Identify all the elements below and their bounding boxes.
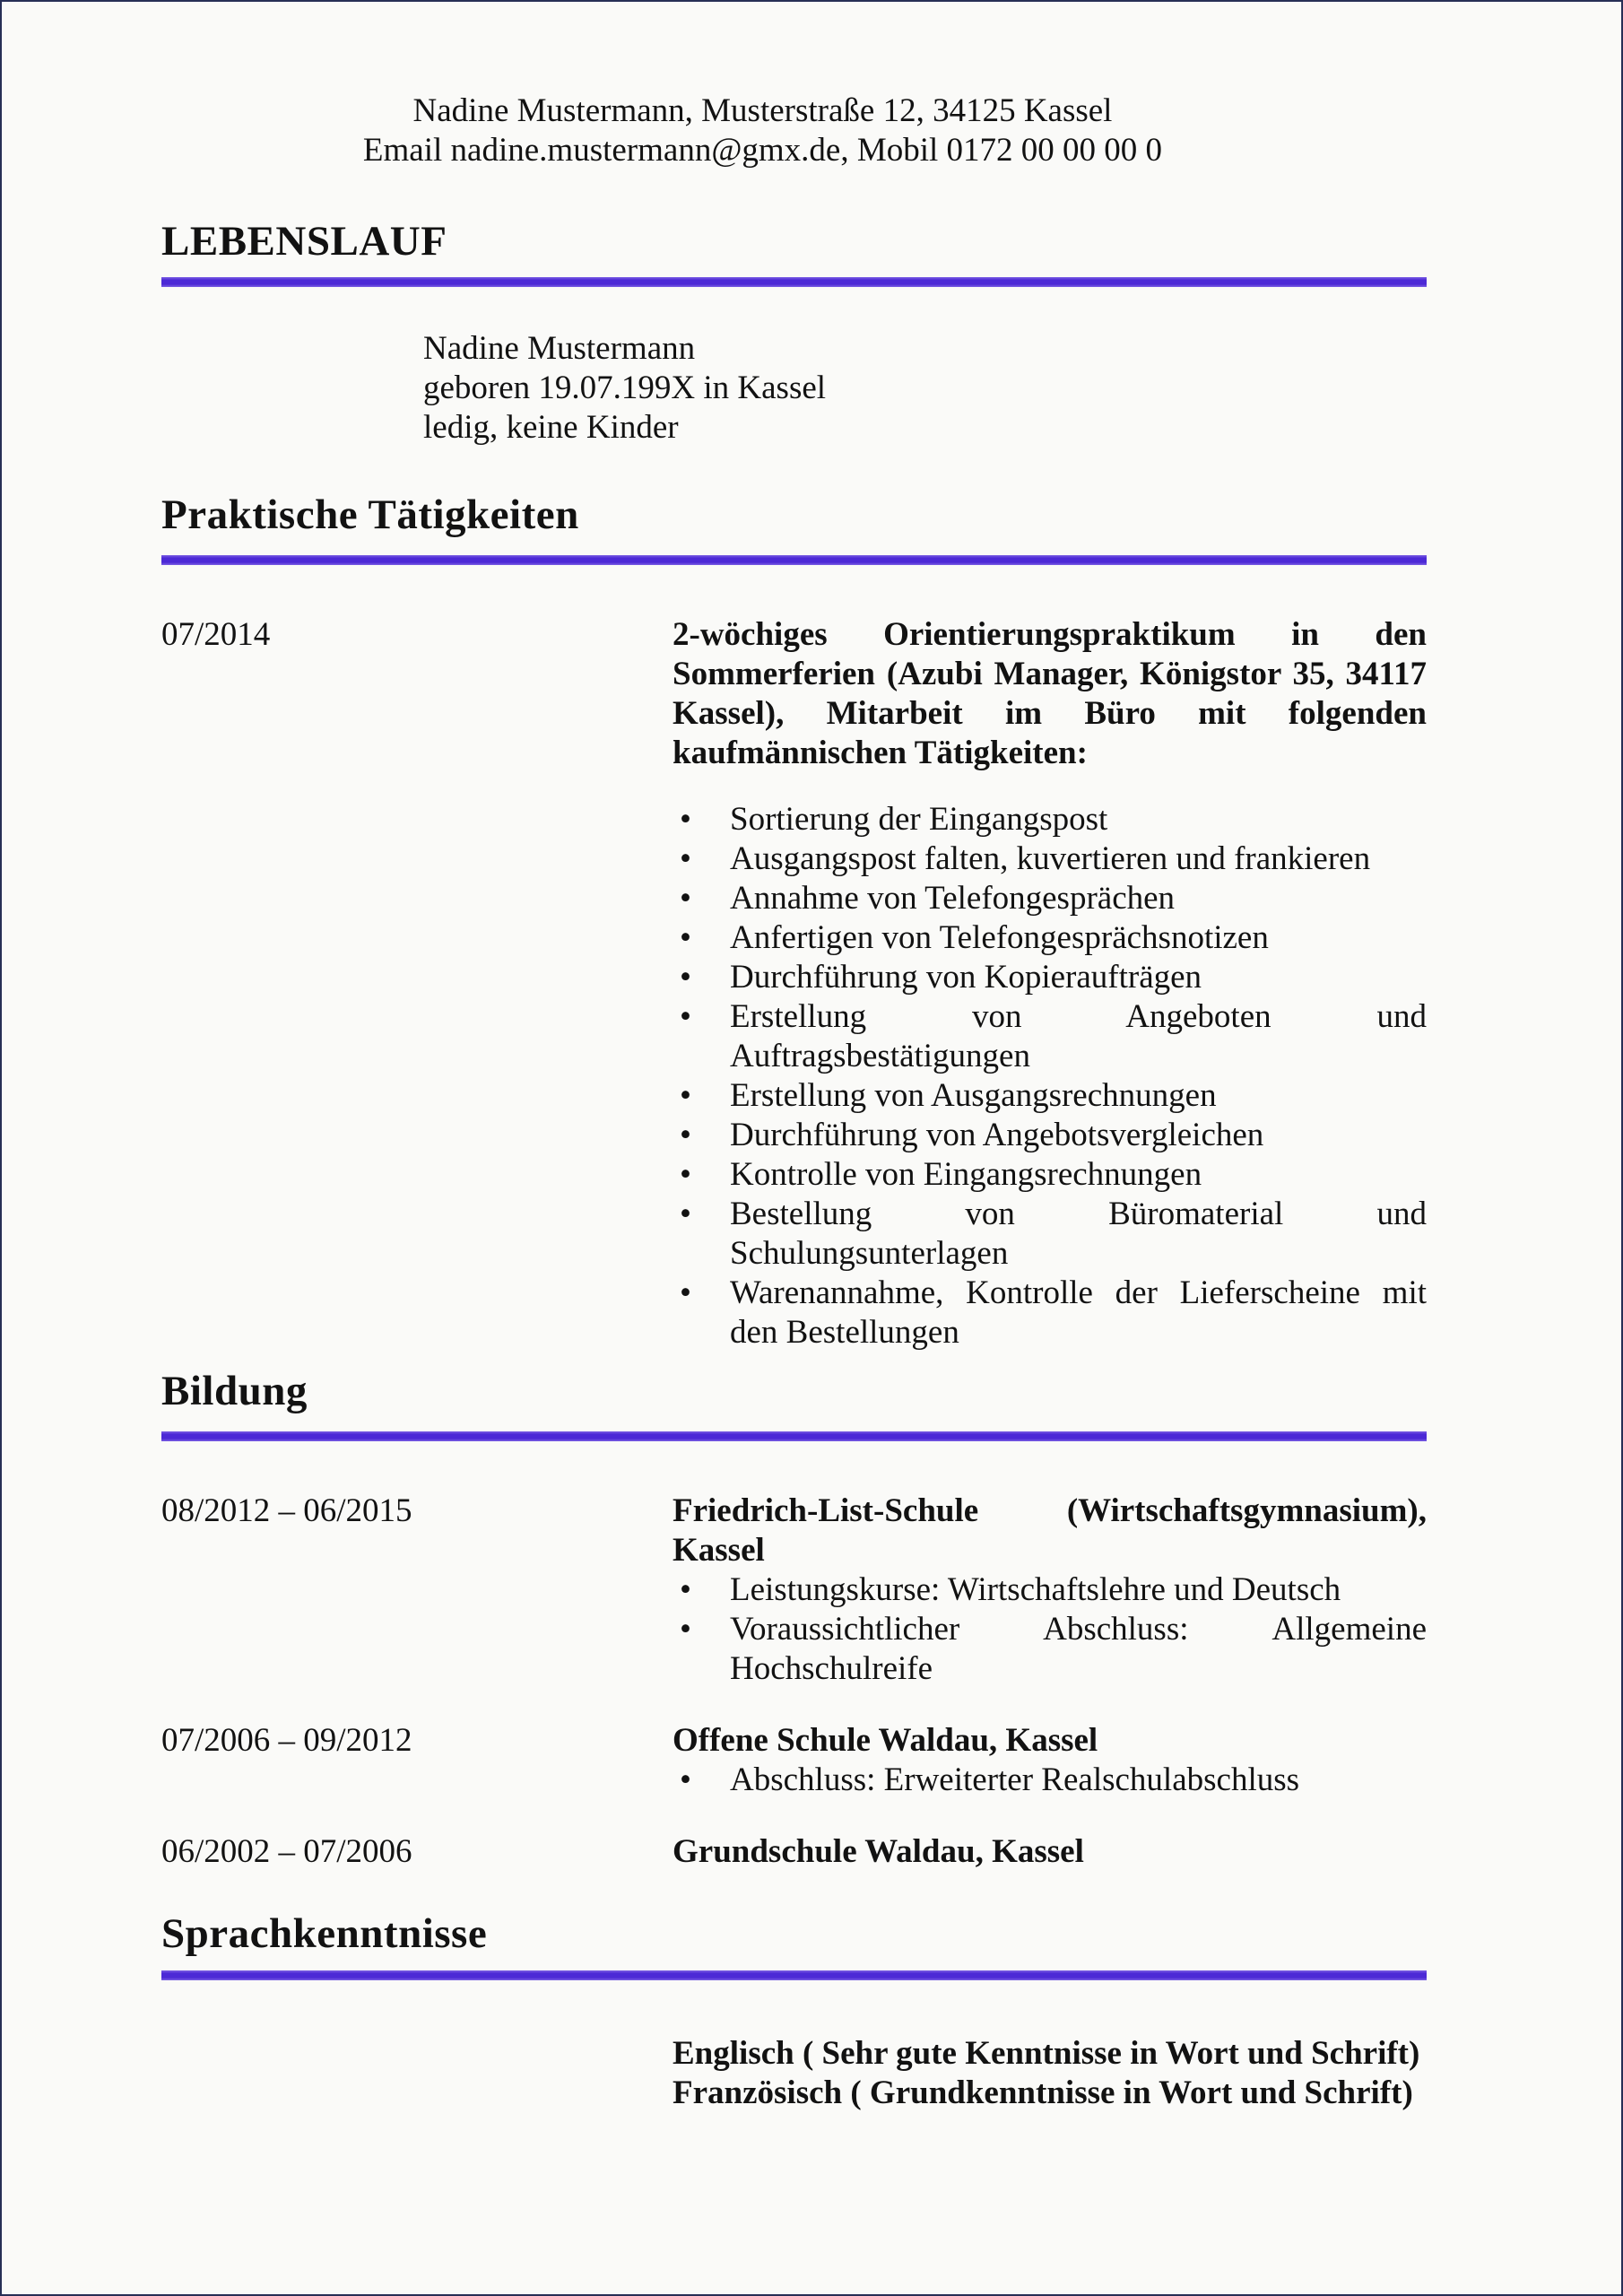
work-divider	[161, 555, 1427, 565]
page-title: LEBENSLAUF	[161, 218, 447, 265]
work-entry-description: 2-wöchiges Orientierungspraktikum in den Sommerferien (Azubi Manager, Königstor 35, 34117 Kassel), Mitarbeit im Büro mit folgenden kaufmännischen Tätigkeiten:	[673, 616, 1427, 771]
education-school: Grundschule Waldau, Kassel	[673, 1833, 1084, 1870]
education-entry-date: 07/2006 – 09/2012	[161, 1722, 412, 1759]
work-entry-body	[673, 615, 1427, 1352]
education-divider	[161, 1431, 1427, 1441]
work-bullet: • Sortierung der Eingangspost	[673, 800, 1427, 839]
education-entry	[161, 1492, 1427, 1689]
work-bullet: • Erstellung von Ausgangsrechnungen	[673, 1076, 1427, 1116]
language-line: Französisch ( Grundkenntnisse in Wort und Schrift)	[673, 2074, 1413, 2111]
work-bullet: • Bestellung von Büromaterial und Schulungsunterlagen	[673, 1195, 1427, 1274]
education-entry-body	[673, 1492, 1427, 1689]
education-bullet: • Leistungskurse: Wirtschaftslehre und Deutsch	[673, 1570, 1427, 1610]
section-heading-work: Praktische Tätigkeiten	[161, 491, 579, 538]
education-school: Offene Schule Waldau, Kassel	[673, 1722, 1098, 1759]
languages-divider	[161, 1970, 1427, 1980]
work-bullet: • Kontrolle von Eingangsrechnungen	[673, 1155, 1427, 1195]
work-bullet: • Durchführung von Kopieraufträgen	[673, 958, 1427, 997]
education-entry-date: 08/2012 – 06/2015	[161, 1492, 412, 1529]
work-bullet-list	[673, 800, 1427, 1352]
work-bullet: • Annahme von Telefongesprächen	[673, 879, 1427, 918]
education-entry	[161, 1832, 1427, 1872]
work-bullet: • Ausgangspost falten, kuvertieren und frankieren	[673, 839, 1427, 879]
education-bullet-list	[673, 1570, 1427, 1689]
work-entry-date: 07/2014	[161, 616, 271, 653]
personal-name: Nadine Mustermann	[423, 330, 696, 367]
education-entry-date: 06/2002 – 07/2006	[161, 1833, 412, 1870]
language-line: Englisch ( Sehr gute Kenntnisse in Wort und Schrift)	[673, 2035, 1420, 2072]
work-bullet: • Erstellung von Angeboten und Auftragsbestätigungen	[673, 997, 1427, 1076]
cv-document	[2, 2, 1621, 2294]
education-entry	[161, 1721, 1427, 1800]
work-entry	[161, 615, 1427, 1352]
education-entry-body	[673, 1832, 1427, 1872]
work-bullet: • Warenannahme, Kontrolle der Lieferscheine mit den Bestellungen	[673, 1274, 1427, 1352]
personal-birth: geboren 19.07.199X in Kassel	[423, 370, 827, 406]
education-school: Friedrich-List-Schule (Wirtschaftsgymnasium), Kassel	[673, 1492, 1427, 1569]
education-bullet-list	[673, 1761, 1427, 1800]
contact-header	[161, 2, 1364, 170]
education-bullet: • Voraussichtlicher Abschluss: Allgemeine Hochschulreife	[673, 1610, 1427, 1689]
education-bullet: • Abschluss: Erweiterter Realschulabschluss	[673, 1761, 1427, 1800]
title-divider	[161, 277, 1427, 287]
work-bullet: • Anfertigen von Telefongesprächsnotizen	[673, 918, 1427, 958]
education-entry-body	[673, 1721, 1427, 1800]
contact-address-line: Nadine Mustermann, Musterstraße 12, 34125 Kassel	[412, 92, 1113, 129]
personal-info	[423, 329, 1427, 448]
work-bullet: • Durchführung von Angebotsvergleichen	[673, 1116, 1427, 1155]
languages-block	[673, 2034, 1427, 2113]
contact-email-line: Email nadine.mustermann@gmx.de, Mobil 0172 00 00 00 0	[362, 132, 1163, 169]
section-heading-education: Bildung	[161, 1368, 308, 1414]
section-heading-languages: Sprachkenntnisse	[161, 1910, 488, 1957]
personal-status: ledig, keine Kinder	[423, 409, 679, 446]
